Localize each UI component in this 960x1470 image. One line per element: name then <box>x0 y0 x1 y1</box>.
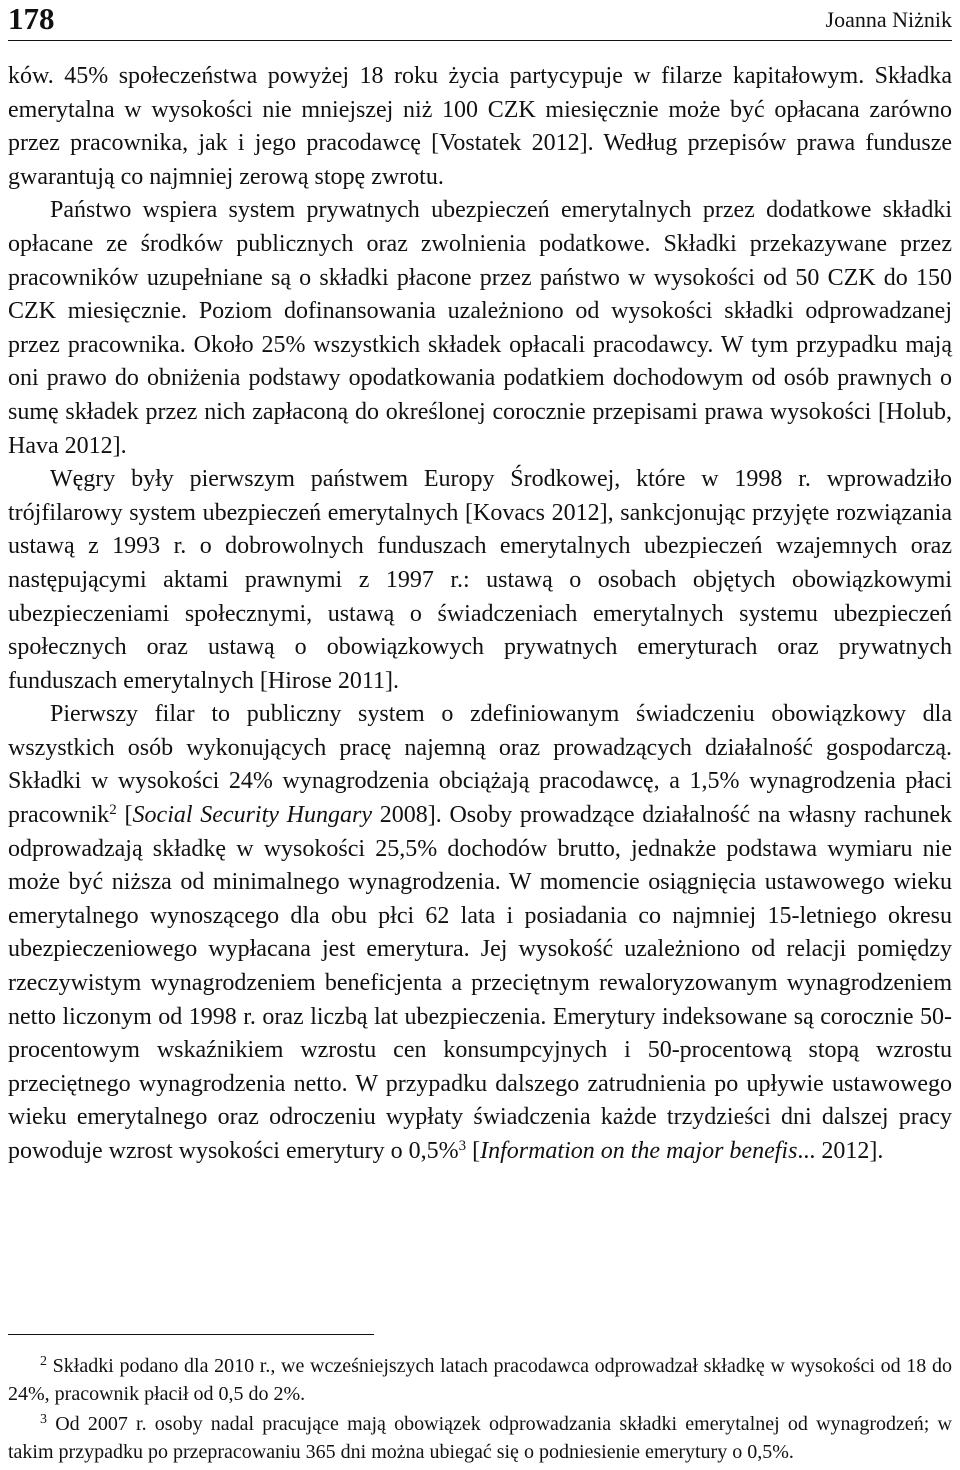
paragraph-4-text-b: [ <box>116 802 133 829</box>
footnotes <box>8 1352 952 1468</box>
paragraph-1: ków. 45% społeczeństwa powyżej 18 roku życia partycypuje w filarze kapitałowym. Składka emerytalna w wysokości nie mniejszej niż 100 CZK miesięcznie może być opłacana zarówno przez pracownika, jak i jego pracodawcę [Vostatek 2012]. Według przepisów prawa fundusze gwarantują co najmniej zerową stopę zwrotu. <box>8 63 952 190</box>
paragraph-4-text-a: Pierwszy filar to publiczny system o zdefiniowanym świadczeniu obowiązkowy dla wszystkich osób wykonujących pracę najemną oraz prowadzących działalność gospodarczą. Składki w wysokości 24% wynagrodzenia obciążają pracodawcę, a 1,5% wynagrodzenia płaci pracownik <box>8 701 952 829</box>
footnote-mark-2: 2 <box>40 1354 47 1369</box>
paragraph-3: Węgry były pierwszym państwem Europy Środkowej, które w 1998 r. wprowadziło trójfilarowy system ubezpieczeń emerytalnych [Kovacs 2012], sankcjonując przyjęte rozwiązania ustawą z 1993 r. o dobrowolnych funduszach emerytalnych ubezpieczeń wzajemnych oraz następującymi aktami prawnymi z 1997 r.: ustawą o osobach objętych obowiązkowymi ubezpieczeniami społecznymi, ustawą o świadczeniach emerytalnych systemu ubezpieczeń społecznych oraz ustawą o obowiązkowych prywatnych emeryturach oraz prywatnych funduszach emerytalnych [Hirose 2011]. <box>8 466 952 694</box>
paragraph-2: Państwo wspiera system prywatnych ubezpieczeń emerytalnych przez dodatkowe składki opłacane ze środków publicznych oraz zwolnienia podatkowe. Składki przekazywane przez pracowników uzupełniane są o składki płacone przez państwo w wysokości od 50 CZK do 150 CZK miesięcznie. Poziom dofinansowania uzależniono od wysokości składki odprowadzanej przez pracownika. Około 25% wszystkich składek opłacali pracodawcy. W tym przypadku mają oni prawo do obniżenia podstawy opodatkowania podatkiem dochodowym od osób prawnych o sumę składek przez nich zapłaconą do określonej corocznie przepisami prawa wysokości [Holub, Hava 2012]. <box>8 197 952 459</box>
citation-information-major-benefis: Information on the major benefis <box>480 1138 798 1164</box>
footnote-ref-2: 2 <box>109 802 117 819</box>
page-header <box>8 0 952 41</box>
footnote-2 <box>8 1352 952 1408</box>
footnote-divider <box>8 1334 374 1335</box>
paragraph-4-text-d: [ <box>466 1138 481 1164</box>
footnote-mark-3: 3 <box>40 1412 47 1427</box>
body-text <box>8 60 952 1169</box>
paragraph-4-text-e: ... 2012]. <box>797 1138 884 1164</box>
page-number: 178 <box>8 1 55 36</box>
citation-social-security-hungary: Social Security Hungary <box>132 802 372 829</box>
paragraph-4 <box>8 698 952 1168</box>
footnote-3 <box>8 1410 952 1466</box>
running-head-author: Joanna Niżnik <box>825 7 952 32</box>
footnote-2-text: Składki podano dla 2010 r., we wcześniejszych latach pracodawca odprowadzał składkę w wysokości od 18 do 24%, pracownik płacił od 0,5 do 2%. <box>8 1355 952 1405</box>
paragraph-4-text-c: 2008]. Osoby prowadzące działalność na własny rachunek odprowadzają składkę w wysokości 25,5% dochodów brutto, jednakże podstawa wymiaru nie może być niższa od minimalnego wynagrodzenia. W momencie osiągnięcia ustawowego wieku emerytalnego wynoszącego dla obu płci 62 lata i posiadania co najmniej 15-letniego okresu ubezpieczeniowego wypłacana jest emerytura. Jej wysokość uzależniono od relacji pomiędzy rzeczywistym wynagrodzeniem beneficjenta a przeciętnym rewaloryzowanym wynagrodzeniem netto liczonym od 1998 r. oraz liczbą lat ubezpieczenia. Emerytury indeksowane są corocznie 50-procentowym wskaźnikiem wzrostu cen konsumpcyjnych i 50-procentową stopą wzrostu przeciętnego wynagrodzenia netto. W przypadku dalszego zatrudnienia po upływie ustawowego wieku emerytalnego oraz odroczeniu wypłaty świadczenia każde trzydzieści dni dalszej pracy powoduje wzrost wysokości emerytury o 0,5% <box>8 802 952 1164</box>
footnote-ref-3: 3 <box>458 1138 467 1154</box>
footnote-3-text: Od 2007 r. osoby nadal pracujące mają obowiązek odprowadzania składki emerytalnej od wynagrodzeń; w takim przypadku po przepracowaniu 365 dni można ubiegać się o podniesienie emerytury o 0,5%. <box>8 1413 952 1463</box>
